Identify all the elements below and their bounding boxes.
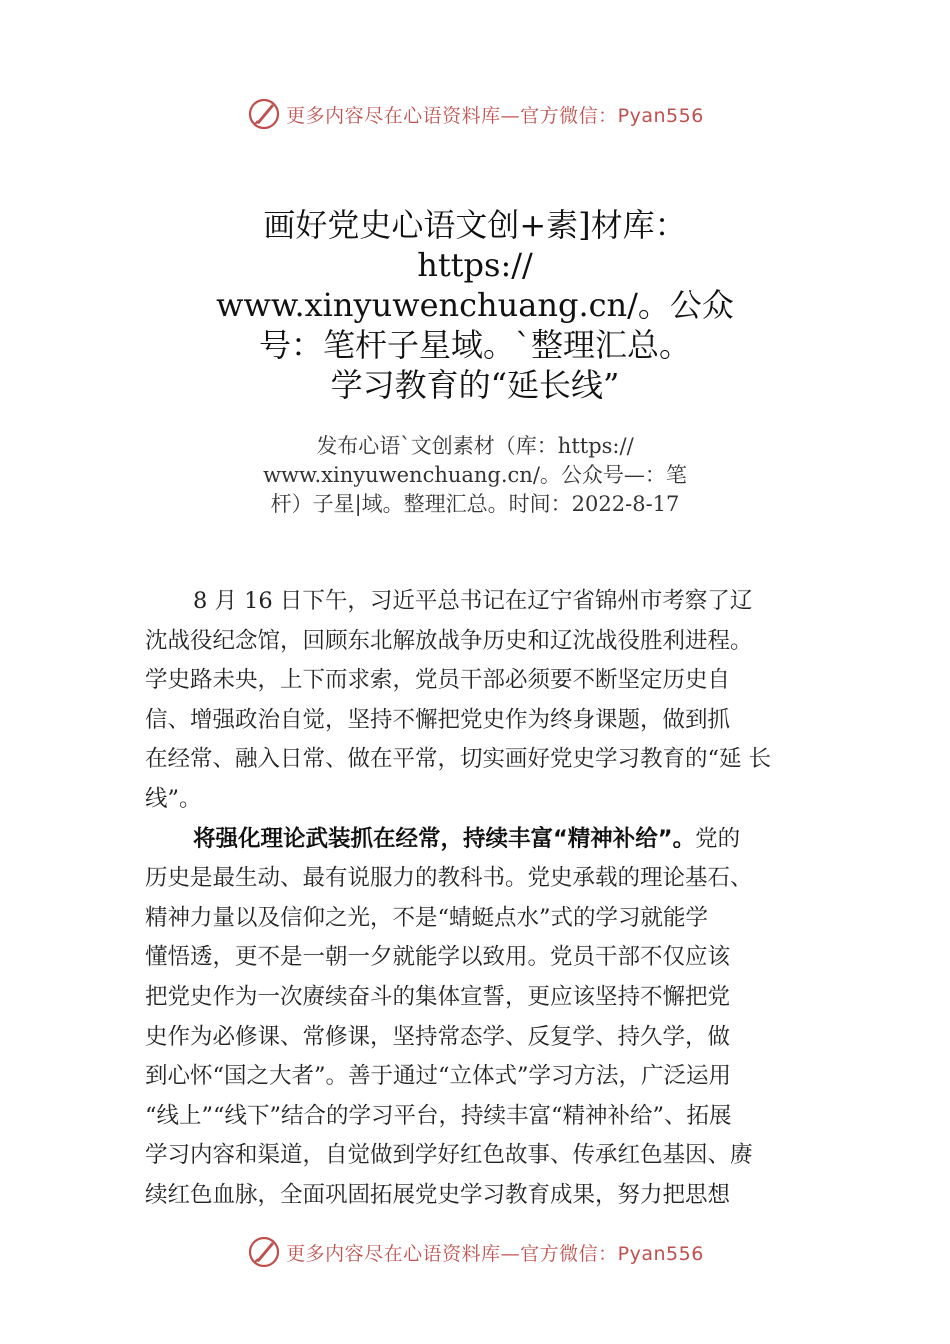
section-heading: 将强化理论武装抓在经常，持续丰富“精神补给”。: [193, 825, 696, 852]
title-line: 学习教育的“延长线”: [330, 366, 620, 404]
publish-info: [150, 432, 800, 519]
meta-line: www.xinyuwenchuang.cn/。公众号—：笔: [263, 463, 687, 487]
body-line: 学习内容和渠道，自觉做到学好红色故事、传承红色基因、赓: [145, 1142, 753, 1169]
body-line: 懂悟透，更不是一朝一夕就能学以致用。党员干部不仅应该: [145, 944, 731, 971]
body-text: 党的: [695, 825, 741, 852]
body-line: 信、增强政治自觉，坚持不懈把党史作为终身课题，做到抓: [145, 706, 731, 733]
title-line: 画好党史心语文创+素]材库：: [263, 206, 687, 244]
body-line: 续红色血脉，全面巩固拓展党史学习教育成果，努力把思想: [145, 1181, 731, 1208]
meta-line: 杆）子星|域。整理汇总。时间：2022-8-17: [270, 492, 680, 516]
article-body: [145, 582, 825, 1216]
body-line: 线”。: [145, 785, 202, 812]
meta-line: 发布心语`文创素材（库：https://: [316, 434, 634, 458]
banner-text: 更多内容尽在心语资料库—官方微信：Pyan556: [286, 104, 704, 127]
body-line: 学史路未央，上下而求索，党员干部必须要不断坚定历史自: [145, 667, 731, 694]
body-line: “线上”“线下”结合的学习平台，持续丰富“精神补给”、拓展: [145, 1102, 732, 1129]
banner-text: 更多内容尽在心语资料库—官方微信：Pyan556: [286, 1242, 704, 1265]
header-banner: [0, 94, 950, 134]
wechat-id: Pyan556: [617, 104, 704, 127]
title-line: 号：笔杆子星域。`整理汇总。: [258, 326, 691, 364]
body-line: 在经常、融入日常、做在平常，切实画好党史学习教育的“延 长: [145, 746, 772, 773]
body-line: 历史是最生动、最有说服力的教科书。党史承载的理论基石、: [145, 865, 753, 892]
body-line: 8 月 16 日下午，习近平总书记在辽宁省锦州市考察了辽: [193, 588, 753, 614]
footer-banner: [0, 1232, 950, 1272]
body-line: 精神力量以及信仰之光，不是“蜻蜓点水”式的学习就能学: [145, 904, 709, 931]
body-line: 把党史作为一次赓续奋斗的集体宣誓，更应该坚持不懈把党: [145, 983, 731, 1010]
body-line: 史作为必修课、常修课，坚持常态学、反复学、持久学，做: [145, 1023, 731, 1050]
title-line: https://: [417, 246, 533, 284]
body-line: 沈战役纪念馆，回顾东北解放战争历史和辽沈战役胜利进程。: [145, 627, 753, 654]
body-line: [145, 820, 825, 860]
title-line: www.xinyuwenchuang.cn/。公众: [216, 286, 734, 324]
quill-seal-icon: [246, 1234, 282, 1270]
article-title: [150, 205, 800, 405]
body-line: 到心怀“国之大者”。善于通过“立体式”学习方法，广泛运用: [145, 1063, 732, 1090]
wechat-id: Pyan556: [617, 1242, 704, 1265]
quill-seal-icon: [246, 96, 282, 132]
